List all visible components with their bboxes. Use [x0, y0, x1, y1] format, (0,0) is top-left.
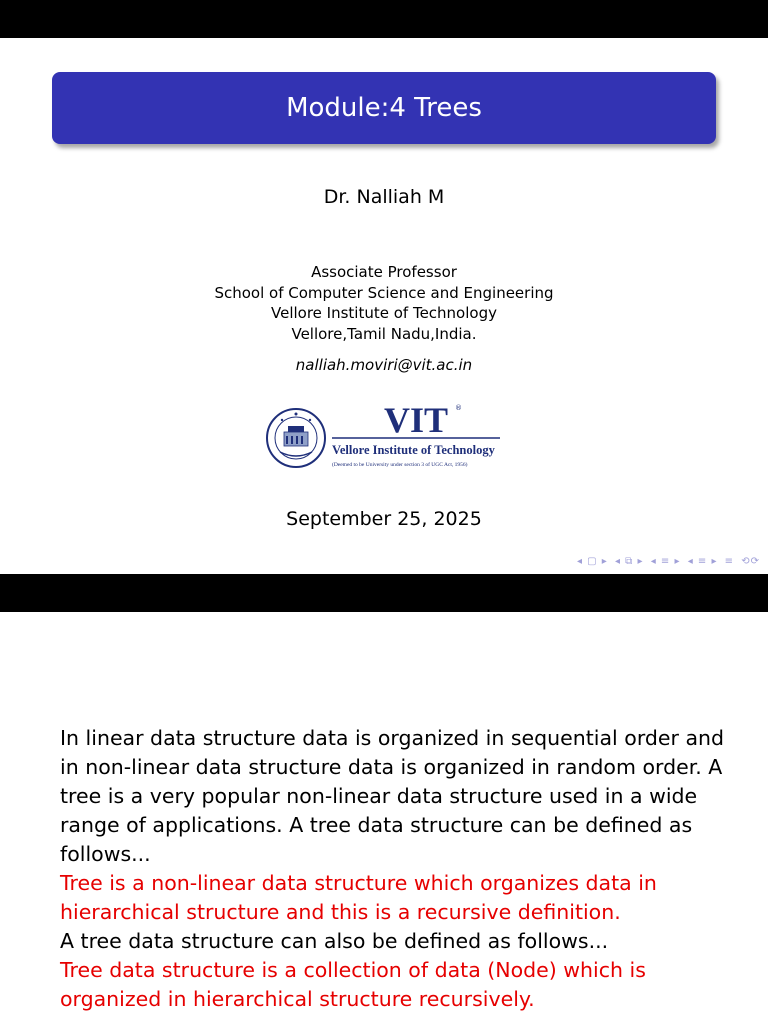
- affiliation-line: School of Computer Science and Engineering: [214, 283, 554, 302]
- vit-logo: [266, 400, 506, 476]
- affiliation-line: Vellore,Tamil Nadu,India.: [291, 324, 477, 343]
- beamer-navigation: [574, 556, 760, 567]
- content-slide: [0, 612, 768, 1024]
- nav-frame-icon[interactable]: ◂ ⧉ ▸: [614, 556, 644, 567]
- nav-section-icon[interactable]: ◂ ≡ ▸: [650, 556, 681, 567]
- nav-first-icon[interactable]: ◂ ▢ ▸: [576, 556, 608, 567]
- highlighted-definition: Tree is a non-linear data structure which organizes data in hierarchical structure and this is a recursive definition.: [60, 871, 657, 924]
- vit-seal-icon: [267, 409, 325, 467]
- logo-tagline: (Deemed to be University under section 3 of UGC Act, 1956): [332, 462, 468, 468]
- author-name: Dr. Nalliah M: [323, 186, 445, 208]
- nav-subsection-icon[interactable]: ◂ ≡ ▸: [687, 556, 718, 567]
- presentation-date: September 25, 2025: [286, 508, 482, 530]
- title-slide: [0, 38, 768, 574]
- affiliation: [0, 262, 768, 344]
- slide-title: Module:4 Trees: [52, 72, 716, 144]
- nav-back-icon[interactable]: ≡: [724, 556, 735, 567]
- logo-name: Vellore Institute of Technology: [332, 443, 495, 457]
- author-email: nalliah.moviri@vit.ac.in: [295, 356, 473, 374]
- affiliation-line: Vellore Institute of Technology: [271, 304, 497, 322]
- registered-icon: ®: [455, 404, 462, 412]
- highlighted-definition: Tree data structure is a collection of data (Node) which is organized in hierarchical structure recursively.: [60, 958, 646, 1011]
- nav-search-icon[interactable]: ⟲⟳: [741, 556, 760, 567]
- logo-wordmark: VIT: [383, 400, 449, 440]
- affiliation-line: Associate Professor: [311, 263, 457, 281]
- slide-body: [60, 724, 730, 1014]
- paragraph: In linear data structure data is organized in sequential order and in non-linear data structure data is organized in random order. A tree is a very popular non-linear data structure used in a wide range of applications. A tree data structure can be defined as follows...: [60, 726, 725, 866]
- paragraph: A tree data structure can also be defined as follows...: [60, 929, 609, 953]
